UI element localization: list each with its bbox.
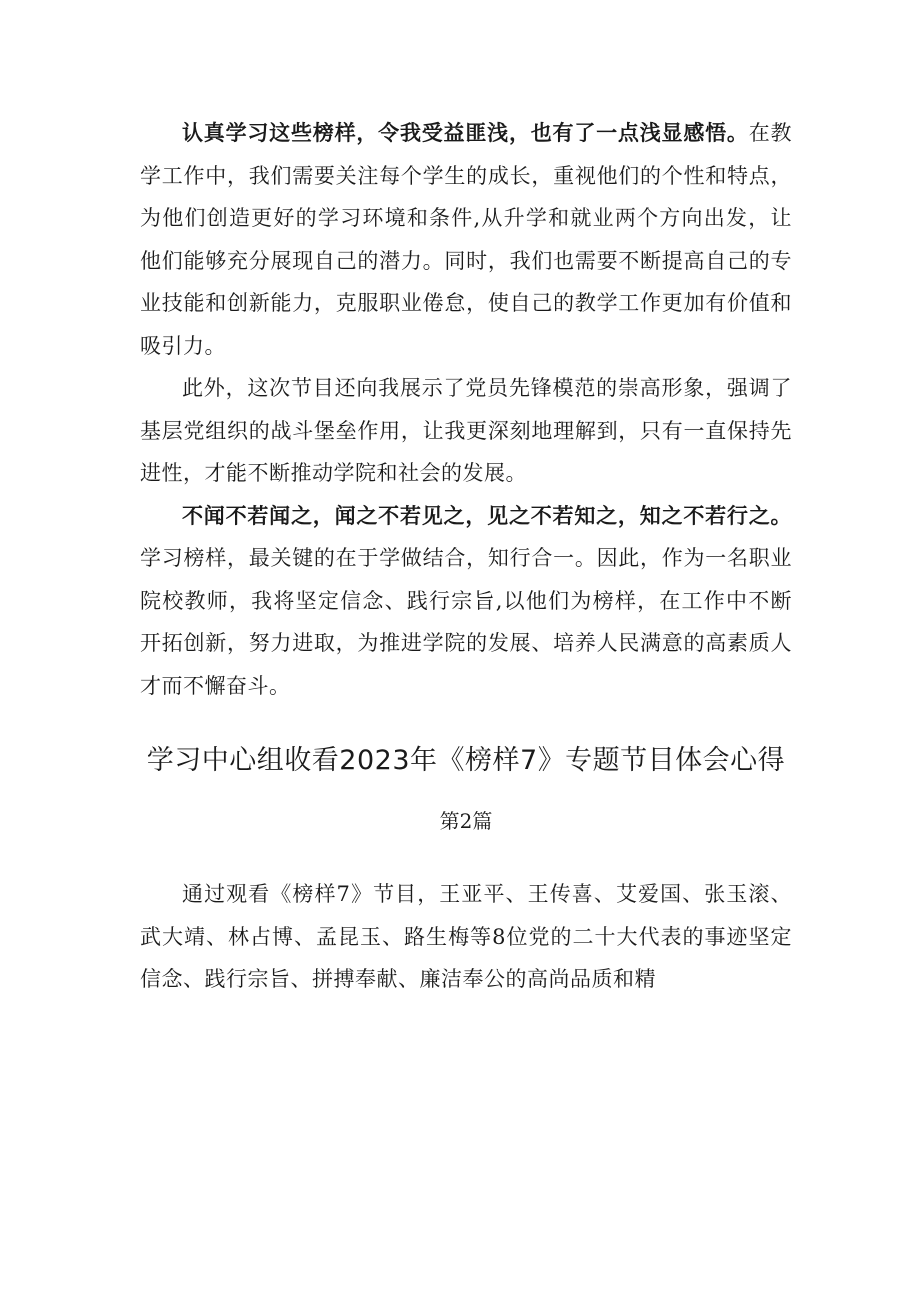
paragraph-3-bold-lead: 不闻不若闻之，闻之不若见之，见之不若知之，知之不若行之。	[182, 503, 792, 528]
paragraph-4-text: 通过观看《榜样7》节目，王亚平、王传喜、艾爱国、张玉滚、武大靖、林占博、孟昆玉、路生梅等8位党的二十大代表的事迹坚定信念、践行宗旨、拼搏奉献、廉洁奉公的高尚品质和精	[140, 882, 792, 991]
article-subtitle: 第2篇	[439, 809, 493, 833]
paragraph-3	[140, 495, 792, 708]
spacer	[140, 839, 792, 873]
article-title: 学习中心组收看2023年《榜样7》专题节目体会心得	[146, 745, 786, 776]
paragraph-2-text: 此外，这次节目还向我展示了党员先锋模范的崇高形象，强调了基层党组织的战斗堡垒作用，让我更深刻地理解到，只有一直保持先进性，才能不断推动学院和社会的发展。	[140, 376, 792, 485]
paragraph-1	[140, 112, 792, 367]
paragraph-1-text: 在教学工作中，我们需要关注每个学生的成长，重视他们的个性和特点，为他们创造更好的学习环境和条件,从升学和就业两个方向出发，让他们能够充分展现自己的潜力。同时，我们也需要不断提高自己的专业技能和创新能力，克服职业倦怠，使自己的教学工作更加有价值和吸引力。	[140, 121, 792, 358]
paragraph-1-bold-lead: 认真学习这些榜样，令我受益匪浅，也有了一点浅显感悟。	[182, 121, 749, 145]
paragraph-3-text: 学习榜样，最关键的在于学做结合，知行合一。因此，作为一名职业院校教师，我将坚定信念、践行宗旨,以他们为榜样，在工作中不断开拓创新，努力进取，为推进学院的发展、培养人民满意的高素质人才而不懈奋斗。	[140, 546, 792, 698]
paragraph-2	[140, 367, 792, 495]
paragraph-4	[140, 873, 792, 1001]
document-page	[140, 112, 792, 1001]
